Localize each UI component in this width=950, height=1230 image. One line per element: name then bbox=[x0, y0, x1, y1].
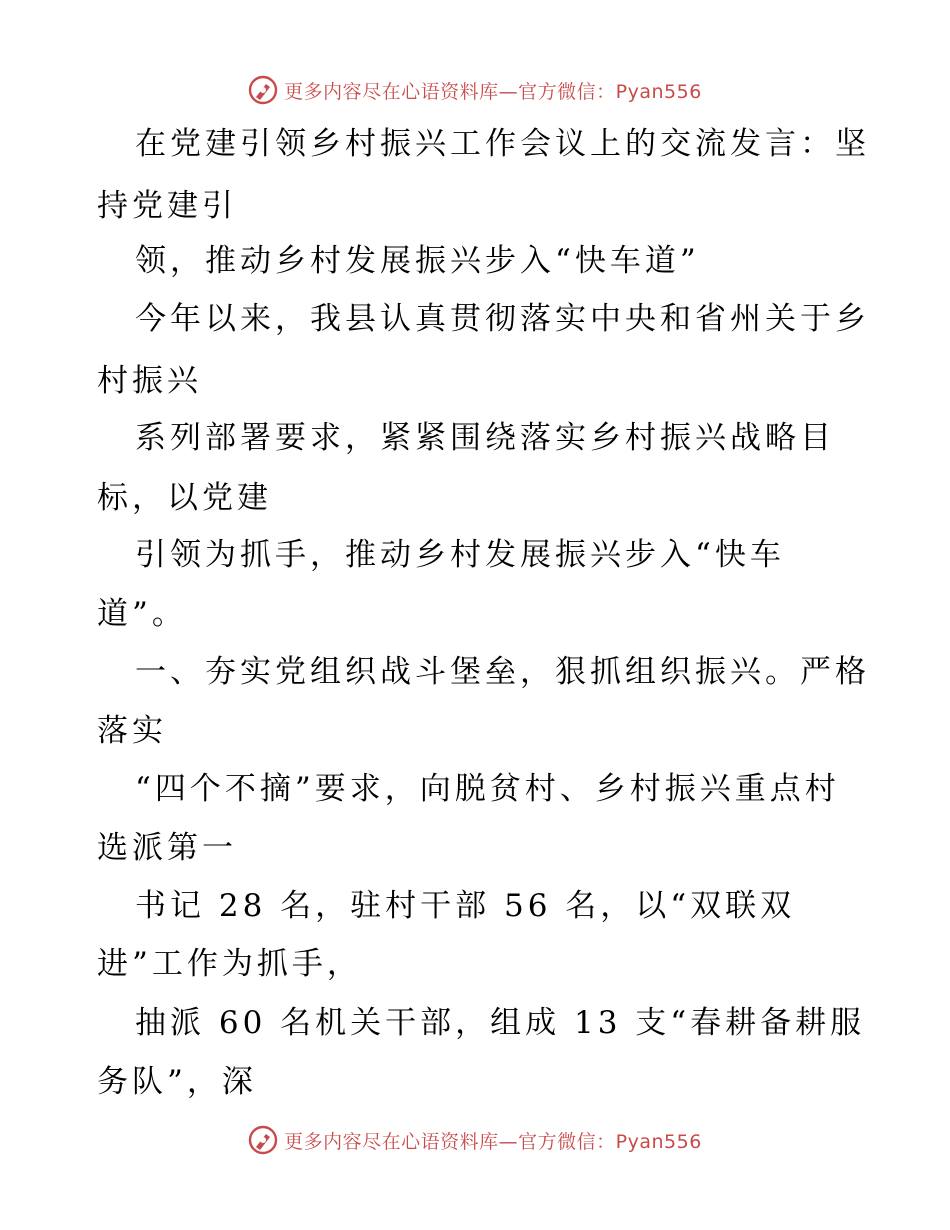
text-line: “四个不摘”要求，向脱贫村、乡村振兴重点村 bbox=[135, 771, 840, 807]
text-line: 系列部署要求，紧紧围绕落实乡村振兴战略目 bbox=[135, 420, 835, 456]
header-watermark bbox=[0, 72, 950, 108]
text-line: 书记 28 名，驻村干部 56 名，以“双联双 bbox=[135, 888, 796, 924]
text-line: 选派第一 bbox=[97, 830, 237, 866]
text-line: 道”。 bbox=[97, 596, 187, 632]
text-line: 一、夯实党组织战斗堡垒，狠抓组织振兴。严格 bbox=[135, 654, 870, 690]
watermark-text: 更多内容尽在心语资料库—官方微信：Pyan556 bbox=[284, 1130, 702, 1153]
pen-circle-logo-icon bbox=[248, 1125, 278, 1155]
text-line: 标，以党建 bbox=[97, 480, 272, 516]
text-line: 持党建引 bbox=[97, 188, 237, 224]
text-line: 今年以来，我县认真贯彻落实中央和省州关于乡 bbox=[135, 301, 870, 337]
text-line: 进”工作为抓手， bbox=[97, 946, 362, 982]
text-line: 务队”，深 bbox=[97, 1064, 257, 1100]
pen-circle-logo-icon bbox=[248, 75, 278, 105]
text-line: 抽派 60 名机关干部，组成 13 支“春耕备耕服 bbox=[135, 1005, 866, 1041]
text-line: 领，推动乡村发展振兴步入“快车道” bbox=[135, 243, 700, 279]
watermark-text: 更多内容尽在心语资料库—官方微信：Pyan556 bbox=[284, 80, 702, 103]
text-line: 村振兴 bbox=[97, 363, 202, 399]
text-line: 落实 bbox=[97, 713, 167, 749]
text-line: 在党建引领乡村振兴工作会议上的交流发言：坚 bbox=[135, 126, 870, 162]
text-line: 引领为抓手，推动乡村发展振兴步入“快车 bbox=[135, 537, 785, 573]
footer-watermark bbox=[0, 1122, 950, 1158]
